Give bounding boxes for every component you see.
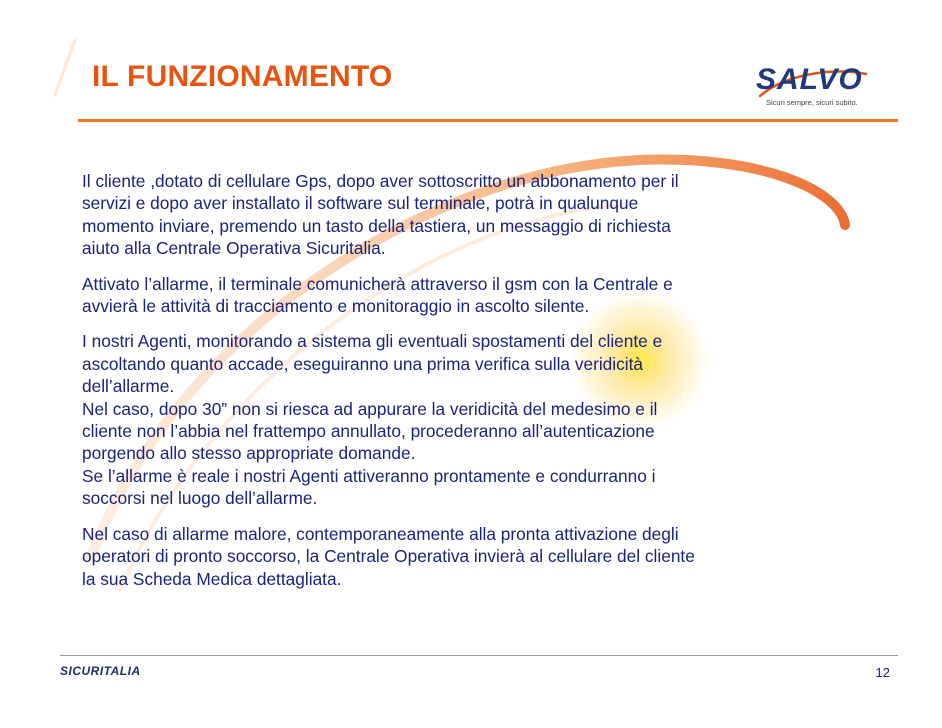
paragraph-1: Il cliente ,dotato di cellulare Gps, dopo aver sottoscritto un abbonamento per il servizi e dopo aver installato il software sul terminale, potrà in qualunque momento inviare, premendo un tasto della tastiera, un messaggio di richiesta aiuto alla Centrale Operativa Sicuritalia.	[82, 171, 679, 259]
sicuritalia-logo	[60, 664, 141, 678]
logo-tagline: Sicuri sempre, sicuri subito.	[766, 98, 858, 107]
paragraph-4: Nel caso di allarme malore, contemporaneamente alla pronta attivazione degli operatori di pronto soccorso, la Centrale Operativa invierà al cellulare del cliente la sua Scheda Medica dettagliata.	[82, 523, 695, 589]
page-number: 12	[875, 665, 890, 680]
header-divider	[78, 119, 898, 122]
footer-logo-text: SICURITALIA	[60, 664, 141, 678]
paragraph-3: I nostri Agenti, monitorando a sistema gli eventuali spostamenti del cliente e ascoltando quanto accade, eseguiranno una prima verifica sulla veridicità dell’allarme. Nel caso, dopo 30” non si riesca ad appurare la veridicità del medesimo e il cliente non l’abbia nel frattempo annullato, procederanno all’autenticazione porgendo allo stesso appropriate domande. Se l’allarme è reale i nostri Agenti attiveranno prontamente e condurranno i soccorsi nel luogo dell’allarme.	[82, 331, 663, 509]
paragraph-2: Attivato l’allarme, il terminale comunicherà attraverso il gsm con la Centrale e avvierà le attività di tracciamento e monitoraggio in ascolto silente.	[82, 273, 673, 317]
logo-wordmark: SALVO	[756, 63, 863, 96]
page-title: IL FUNZIONAMENTO	[92, 60, 393, 93]
salvo-logo	[752, 64, 872, 114]
footer-divider	[60, 655, 898, 656]
slide-body	[82, 170, 872, 603]
